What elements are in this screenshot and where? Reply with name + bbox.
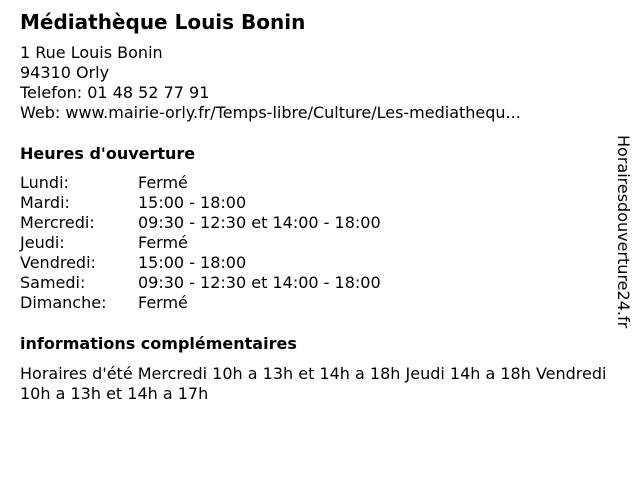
page-title: Médiathèque Louis Bonin [20,10,306,34]
time-value: 09:30 - 12:30 et 14:00 - 18:00 [138,273,381,292]
day-label: Dimanche: [20,293,107,312]
day-label: Jeudi: [20,233,65,252]
time-value: Fermé [138,173,188,192]
time-value: 09:30 - 12:30 et 14:00 - 18:00 [138,213,381,232]
day-label: Mardi: [20,193,70,212]
info-text: Horaires d'été Mercredi 10h a 13h et 14h a 18h Jeudi 14h a 18h Vendredi 10h a 13h et 14h a 17h [20,364,607,403]
address-city: 94310 Orly [20,63,110,82]
info-heading: informations complémentaires [20,334,297,353]
day-label: Samedi: [20,273,86,292]
time-value: Fermé [138,233,188,252]
address-street: 1 Rue Louis Bonin [20,43,163,62]
hours-heading: Heures d'ouverture [20,144,196,163]
day-label: Vendredi: [20,253,96,272]
day-label: Lundi: [20,173,69,192]
website-link[interactable]: Web: www.mairie-orly.fr/Temps-libre/Culture/Les-mediathequ... [20,103,521,122]
site-watermark: Horairesdouverture24.fr [614,135,633,329]
time-value: 15:00 - 18:00 [138,253,247,272]
phone-number: Telefon: 01 48 52 77 91 [20,83,210,102]
time-value: Fermé [138,293,188,312]
day-label: Mercredi: [20,213,95,232]
time-value: 15:00 - 18:00 [138,193,247,212]
